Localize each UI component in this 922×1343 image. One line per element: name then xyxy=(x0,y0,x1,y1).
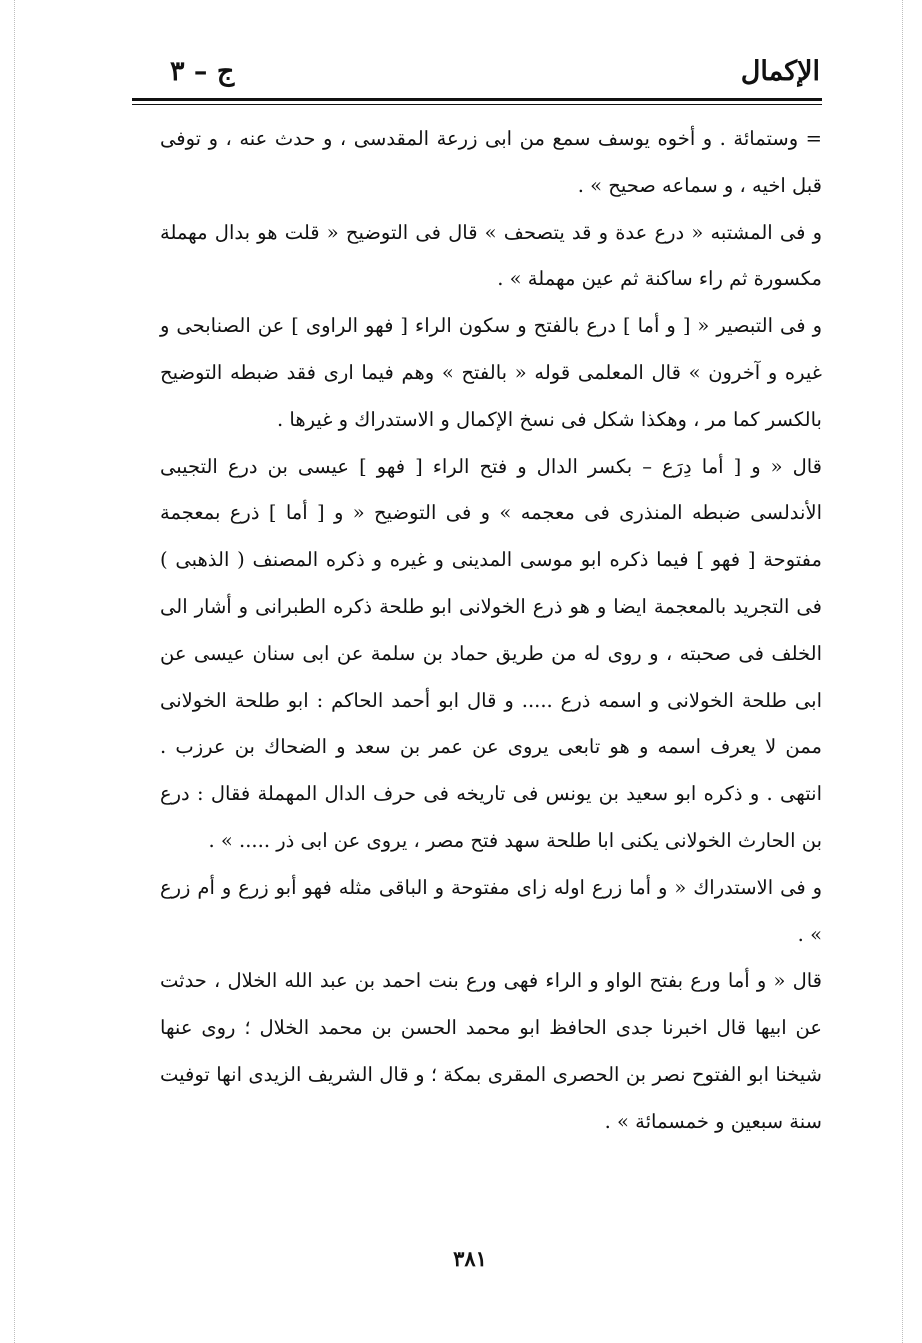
header-rule-thin xyxy=(132,104,822,105)
header-rule-thick xyxy=(132,98,822,101)
page-number: ٣٨١ xyxy=(453,1246,487,1271)
volume-label: ج – ٣ xyxy=(170,56,235,87)
right-scan-edge xyxy=(902,0,903,1343)
page-body xyxy=(160,116,822,1146)
paragraph-6: قال « و أما ورع بفتح الواو و الراء فهى ورع بنت احمد بن عبد الله الخلال ، حدثت عن ابيها قال اخبرنا جدى الحافظ ابو محمد الحسن بن محمد الخلال ؛ روى عنها شيخنا ابو الفتوح نصر بن الحصرى المقرى بمكة ؛ و قال الشريف الزيدى انها توفيت سنة سبعين و خمسمائة » . xyxy=(160,969,822,1133)
book-title: الإكمال xyxy=(740,56,820,87)
paragraph-2: و فى المشتبه « درع عدة و قد يتصحف » قال فى التوضيح « قلت هو بدال مهملة مكسورة ثم راء ساكنة ثم عين مهملة » . xyxy=(160,220,822,291)
page-header xyxy=(130,56,820,92)
paragraph-3: و فى التبصير « [ و أما ] درع بالفتح و سكون الراء [ فهو الراوى ] عن الصنابحى و غيره و آخرون » قال المعلمى قوله « بالفتح » وهم فيما ارى فقد ضبطه التوضيح بالكسر كما مر ، وهكذا شكل فى نسخ الإكمال و الاستدراك و غيرها . xyxy=(160,314,822,431)
paragraph-5: و فى الاستدراك « و أما زرع اوله زاى مفتوحة و الباقى مثله فهو أبو زرع و أم زرع » . xyxy=(160,875,822,946)
left-scan-edge xyxy=(14,0,15,1343)
paragraph-4: قال « و [ أما دِرَع – بكسر الدال و فتح الراء [ فهو ] عيسى بن درع التجيبى الأندلسى ضبطه المنذرى فى معجمه » و فى التوضيح « و [ أما ] ذرع بمعجمة مفتوحة [ فهو ] فيما ذكره ابو موسى المدينى و غيره و ذكره المصنف ( الذهبى ) فى التجريد بالمعجمة ايضا و هو ذرع الخولانى ابو طلحة ذكره الطبرانى و أشار الى الخلف فى صحبته ، و روى له من طريق حماد بن سلمة عن ابى سنان عيسى عن ابى طلحة الخولانى و اسمه ذرع ..... و قال ابو أحمد الحاكم : ابو طلحة الخولانى ممن لا يعرف اسمه و هو تابعى يروى عن عمر بن سعد و الضحاك بن عرزب . انتهى . و ذكره ابو سعيد بن يونس فى تاريخه فى حرف الدال المهملة فقال : درع بن الحارث الخولانى يكنى ابا طلحة سهد فتح مصر ، يروى عن ابى ذر ..... » . xyxy=(160,454,822,852)
paragraph-1: = وستمائة . و أخوه يوسف سمع من ابى زرعة المقدسى ، و حدث عنه ، و توفى قبل اخيه ، و سماعه صحيح » . xyxy=(160,127,822,197)
